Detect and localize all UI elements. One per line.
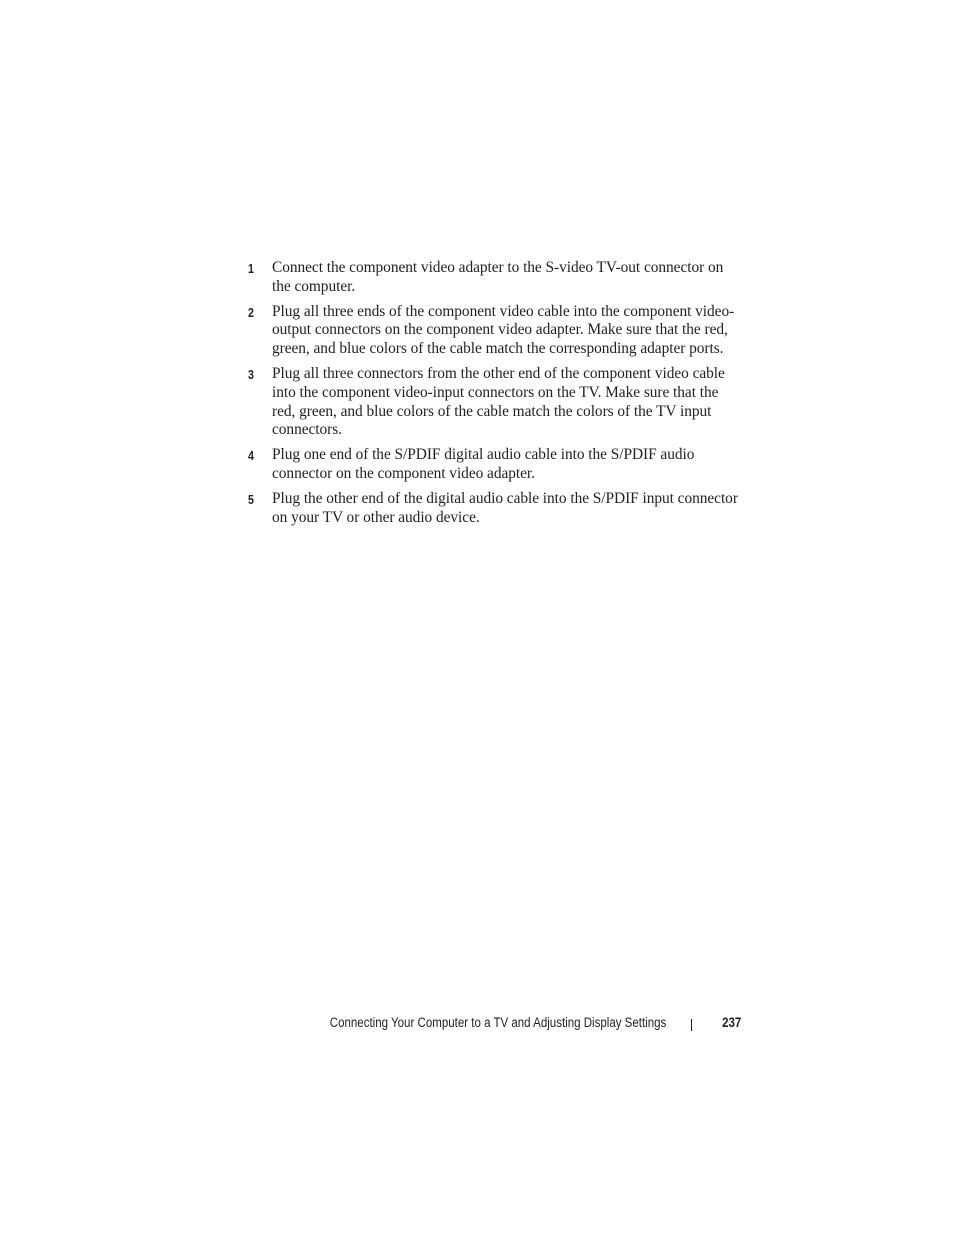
step-number: 5	[248, 491, 254, 507]
step-number: 2	[248, 304, 254, 320]
step-item	[248, 303, 743, 359]
step-text: Plug all three connectors from the other end of the component video cable into the component video-input connectors on the TV. Make sure that the red, green, and blue colors of the cable match the colors of the TV input connectors.	[272, 364, 725, 439]
page-number: 237	[721, 1015, 741, 1030]
footer-chapter-title: Connecting Your Computer to a TV and Adjusting Display Settings	[329, 1015, 666, 1030]
step-text: Connect the component video adapter to the S-video TV-out connector on the computer.	[272, 259, 724, 295]
instruction-steps-list	[248, 259, 743, 533]
footer-divider	[691, 1019, 692, 1031]
step-number: 1	[248, 261, 254, 276]
step-item	[248, 259, 743, 297]
step-item	[248, 446, 743, 484]
step-item	[248, 490, 743, 528]
step-number: 3	[248, 366, 254, 382]
page-footer	[250, 1015, 742, 1035]
step-text: Plug the other end of the digital audio cable into the S/PDIF input connector on your TV or other audio device.	[272, 489, 738, 526]
step-text: Plug one end of the S/PDIF digital audio cable into the S/PDIF audio connector on the component video adapter.	[272, 446, 695, 482]
step-text: Plug all three ends of the component video cable into the component video-output connectors on the component video adapter. Make sure that the red, green, and blue colors of the cable match the corresponding adapter ports.	[272, 302, 735, 358]
step-item	[248, 365, 743, 440]
step-number: 4	[248, 448, 254, 464]
